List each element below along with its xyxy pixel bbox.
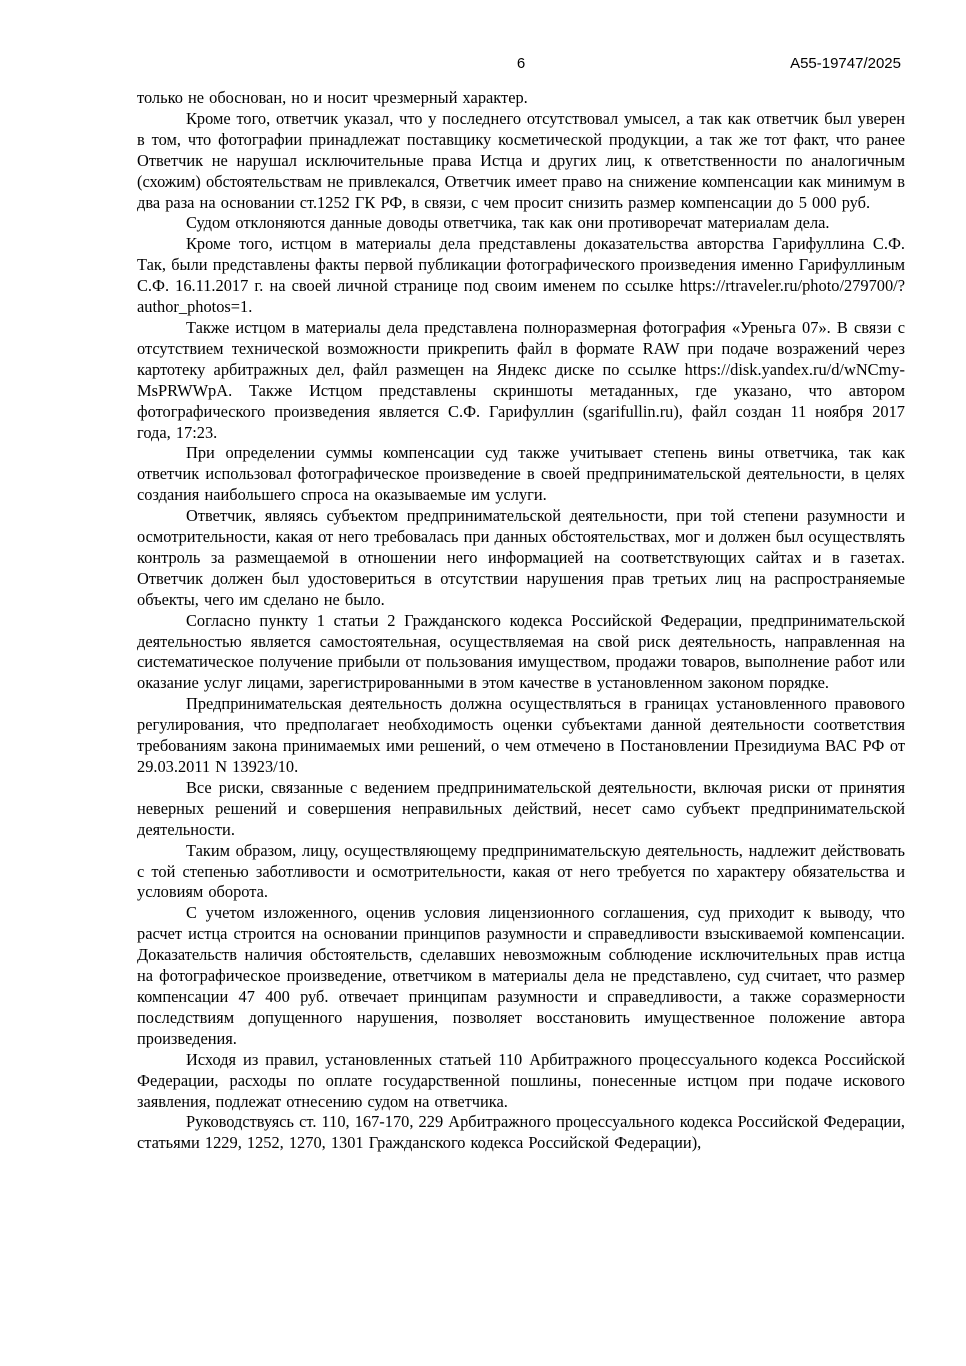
paragraph: При определении суммы компенсации суд также учитывает степень вины ответчика, так как ответчик использовал фотографическое произведение в своей предпринимательской деятельности, в целях создания наибольшего спроса на оказываемые им услуги. (137, 443, 905, 505)
page-header (137, 55, 905, 75)
paragraph: Кроме того, истцом в материалы дела представлены доказательства авторства Гарифуллина С.Ф. Так, были представлены факты первой публикации фотографического произведения именно Гарифуллиным С.Ф. 16.11.2017 г. на своей личной странице под своим именем по ссылке https://rtraveler.ru/photo/279700/?author_photos=1. (137, 234, 905, 317)
paragraph: Также истцом в материалы дела представлена полноразмерная фотография «Уреньга 07». В связи с отсутствием технической возможности прикрепить файл в формате RAW при подаче возражений через картотеку арбитражных дел, файл размещен на Яндекс диске по ссылке https://disk.yandex.ru/d/wNCmy-MsPRWWpA. Также Истцом представлены скриншоты метаданных, где указано, что автором фотографического произведения является С.Ф. Гарифуллин (sgarifullin.ru), файл создан 11 ноября 2017 года, 17:23. (137, 317, 905, 442)
document-body (137, 88, 905, 1154)
paragraph-continuation: только не обоснован, но и носит чрезмерный характер. (137, 88, 528, 107)
paragraph: Исходя из правил, установленных статьей 110 Арбитражного процессуального кодекса Российской Федерации, расходы по оплате государственной пошлины, понесенные истцом при подаче искового заявления, подлежат отнесению судом на ответчика. (137, 1049, 905, 1111)
paragraph: Согласно пункту 1 статьи 2 Гражданского кодекса Российской Федерации, предпринимательской деятельностью является самостоятельная, осуществляемая на свой риск деятельность, направленная на систематическое получение прибыли от пользования имуществом, продажи товаров, выполнение работ или оказание услуг лицами, зарегистрированными в этом качестве в установленном законом порядке. (137, 610, 905, 693)
paragraph: Кроме того, ответчик указал, что у последнего отсутствовал умысел, а так как ответчик был уверен в том, что фотографии принадлежат поставщику косметической продукции, а так же тот факт, что ранее Ответчик не нарушал исключительные права Истца и других лиц, к ответственности по аналогичным (схожим) обстоятельствам не привлекался, Ответчик имеет право на снижение компенсации как минимум в два раза на основании ст.1252 ГК РФ, в связи, с чем просит снизить размер компенсации до 5 000 руб. (137, 108, 905, 212)
paragraph: Все риски, связанные с ведением предпринимательской деятельности, включая риски от принятия неверных решений и совершения неправильных действий, несет само субъект предпринимательской деятельности. (137, 777, 905, 839)
case-number: А55-19747/2025 (790, 55, 901, 72)
paragraph: Таким образом, лицу, осуществляющему предпринимательскую деятельность, надлежит действовать с той степенью заботливости и осмотрительности, какая от него требуется по характеру обязательства и условиям оборота. (137, 840, 905, 902)
paragraph: Ответчик, являясь субъектом предпринимательской деятельности, при той степени разумности и осмотрительности, какая от него требовалась при данных обстоятельствах, мог и должен был осуществлять контроль за размещаемой в отношении него информацией на соответствующих сайтах и в газетах. Ответчик должен был удостовериться в отсутствии нарушения прав третьих лиц на распространяемые объекты, чего им сделано не было. (137, 506, 905, 609)
page-number: 6 (516, 55, 526, 72)
paragraph: Руководствуясь ст. 110, 167-170, 229 Арбитражного процессуального кодекса Российской Федерации, статьями 1229, 1252, 1270, 1301 Гражданского кодекса Российской Федерации), (137, 1112, 905, 1153)
paragraph: Судом отклоняются данные доводы ответчика, так как они противоречат материалам дела. (186, 213, 830, 233)
paragraph: С учетом изложенного, оценив условия лицензионного соглашения, суд приходит к выводу, что расчет истца строится на основании принципов разумности и справедливости взыскиваемой компенсации. Доказательств наличия обстоятельств, сделавших невозможным соблюдение исключительных прав истца на фотографическое произведение, ответчиком в материалы дела не представлено, суд считает, что размер компенсации 47 400 руб. отвечает принципам разумности и справедливости, а также соразмерности последствиям допущенного нарушения, позволяет восстановить имущественное положение автора произведения. (137, 903, 905, 1048)
paragraph: Предпринимательская деятельность должна осуществляться в границах установленного правового регулирования, что предполагает необходимость оценки субъектами данной деятельности соответствия требованиям закона принимаемых ими решений, о чем отмечено в Постановлении Президиума ВАС РФ от 29.03.2011 N 13923/10. (137, 694, 905, 776)
